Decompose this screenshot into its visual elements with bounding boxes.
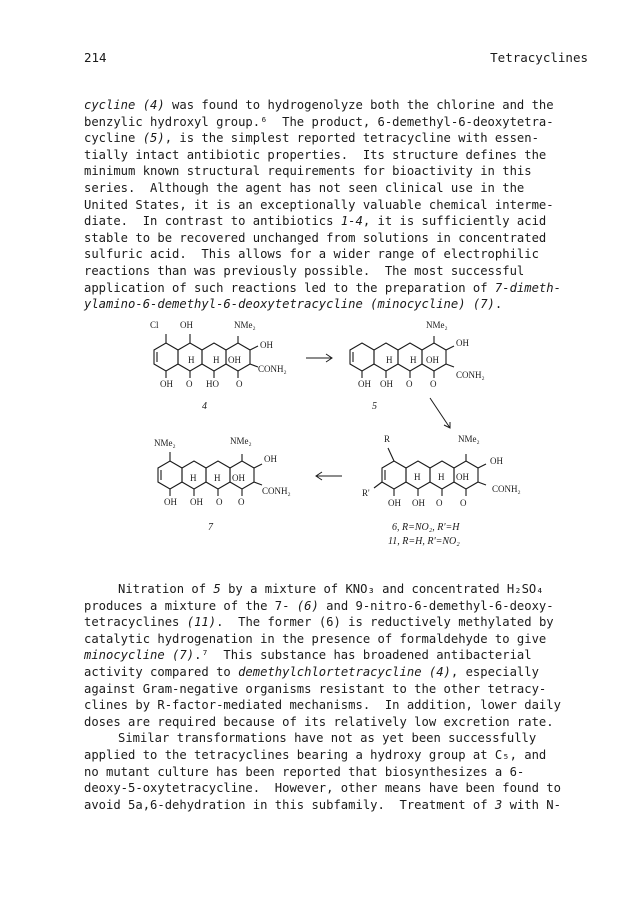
text-line [84, 730, 589, 747]
label-oh: OH [228, 355, 241, 365]
compound-number-11: 11, R=H, R'=NO₂ [388, 536, 460, 547]
text-line [84, 780, 589, 797]
compound-number-5: 5 [372, 401, 377, 412]
italic-segment: cycline (4) [84, 98, 165, 112]
label-oh: OH [380, 379, 393, 389]
text-segment: Similar transformations have not as yet been successfully [118, 731, 537, 746]
label-conh2: CONH₂ [456, 370, 485, 380]
compound-number-4: 4 [202, 401, 207, 412]
label-oh: OH [260, 340, 273, 350]
text-line [84, 697, 589, 714]
label-o: O [238, 497, 245, 507]
label-oh: OH [232, 473, 245, 483]
label-oh: OH [164, 497, 177, 507]
text-segment: series. Although the agent has not seen clinical use in the [84, 180, 525, 195]
text-segment: against Gram-negative organisms resistant to the other tetracy- [84, 681, 547, 696]
label-cl: Cl [150, 320, 159, 330]
label-oh: OH [456, 338, 469, 348]
text-segment: tetracyclines [84, 615, 187, 630]
label-o: O [406, 379, 413, 389]
page-number: 214 [84, 50, 107, 65]
text-segment: deoxy-5-oxytetracycline. However, other means have been found to [84, 781, 561, 796]
text-segment: doses are required because of its relatively low excretion rate. [84, 714, 554, 729]
text-line [84, 664, 589, 681]
text-segment: sulfuric acid. This allows for a wider range of electrophilic [84, 247, 539, 262]
text-segment: . [494, 297, 503, 312]
label-ho: HO [206, 379, 219, 389]
compound-number-7: 7 [208, 522, 213, 533]
text-line [84, 130, 589, 147]
text-line [84, 263, 589, 280]
compound-7-labels [154, 436, 291, 533]
label-oh: OH [388, 498, 401, 508]
label-h: H [214, 473, 221, 483]
label-oh: OH [426, 355, 439, 365]
label-oh: OH [456, 472, 469, 482]
text-line [84, 147, 589, 164]
italic-segment: 5 [213, 582, 221, 596]
text-segment: produces a mixture of the 7- [84, 598, 297, 613]
label-o: O [186, 379, 193, 389]
label-oh: OH [358, 379, 371, 389]
label-o: O [460, 498, 467, 508]
italic-segment: ylamino-6-demethyl-6-deoxytetracycline (minocycline) (7) [84, 297, 495, 312]
text-segment: no mutant culture has been reported that biosynthesizes a 6- [84, 764, 525, 779]
text-segment: avoid 5a,6-dehydration in this subfamily. Treatment of [84, 797, 495, 812]
label-oh: OH [412, 498, 425, 508]
text-line [84, 581, 589, 598]
text-line [84, 747, 589, 764]
paragraph-2 [84, 581, 589, 813]
paragraph-1 [84, 97, 589, 313]
text-segment: United States, it is an exceptionally valuable chemical interme- [84, 197, 554, 212]
label-h: H [386, 355, 393, 365]
text-segment: applied to the tetracyclines bearing a hydroxy group at C₅, and [84, 747, 547, 762]
italic-segment: (11) [186, 615, 217, 630]
label-oh: OH [490, 456, 503, 466]
text-line [84, 797, 589, 814]
text-segment: with N- [502, 797, 561, 812]
label-conh2: CONH₂ [258, 364, 287, 374]
label-nme2: NMe₂ [458, 434, 480, 444]
italic-segment: (5) [142, 131, 165, 146]
label-r: R [384, 434, 391, 444]
label-o: O [430, 379, 437, 389]
text-segment: reactions than was previously possible. The most successful [84, 263, 525, 278]
compound-6-structure [374, 448, 486, 496]
text-segment: , is the simplest reported tetracycline with essen- [164, 131, 539, 146]
text-line [84, 180, 589, 197]
text-line [84, 714, 589, 731]
text-line [84, 764, 589, 781]
text-segment: activity compared to [84, 664, 239, 679]
compound-4-labels [150, 320, 287, 412]
text-segment: application of such reactions led to the preparation of [84, 280, 495, 295]
text-line [84, 598, 589, 615]
text-line [84, 631, 589, 648]
text-segment: .⁷ This substance has broadened antibacterial [194, 648, 532, 663]
arrow-5-to-6 [430, 398, 450, 428]
compound-7-structure [158, 452, 262, 496]
text-line [84, 213, 589, 230]
text-segment: was found to hydrogenolyze both the chlorine and the [164, 98, 554, 112]
compound-4-structure [154, 334, 258, 378]
arrow-6-to-7 [316, 472, 342, 480]
text-segment: clines by R-factor-mediated mechanisms. In addition, lower daily [84, 698, 561, 713]
italic-segment: 7-dimeth- [494, 280, 561, 295]
text-line [84, 197, 589, 214]
italic-segment: demethylchlortetracycline (4) [238, 664, 451, 679]
arrow-4-to-5 [306, 354, 332, 362]
text-segment: and 9-nitro-6-demethyl-6-deoxy- [318, 598, 554, 613]
label-nme2: NMe₂ [154, 438, 176, 448]
reaction-scheme [110, 312, 550, 552]
text-line [84, 681, 589, 698]
label-nme2: NMe₂ [234, 320, 256, 330]
running-title: Tetracyclines [490, 50, 588, 65]
text-segment: Nitration of [118, 582, 214, 596]
label-o: O [216, 497, 223, 507]
text-line [84, 296, 589, 313]
label-o: O [236, 379, 243, 389]
label-h: H [438, 472, 445, 482]
text-segment: catalytic hydrogenation in the presence of formaldehyde to give [84, 631, 547, 646]
italic-segment: (6) [296, 598, 319, 613]
label-h: H [414, 472, 421, 482]
text-line [84, 614, 589, 631]
label-o: O [436, 498, 443, 508]
label-oh: OH [264, 454, 277, 464]
compound-number-6: 6, R=NO₂, R'=H [392, 522, 460, 533]
label-nme2: NMe₂ [426, 320, 448, 330]
text-line [84, 97, 589, 114]
text-line [84, 230, 589, 247]
text-segment: tially intact antibiotic properties. Its structure defines the [84, 147, 547, 162]
italic-segment: 1-4 [340, 214, 363, 229]
text-line [84, 280, 589, 297]
compound-6-labels [362, 434, 521, 547]
text-segment: cycline [84, 131, 143, 146]
text-segment: . The former (6) is reductively methylated by [216, 615, 554, 630]
label-h: H [190, 473, 197, 483]
text-segment: , it is sufficiently acid [362, 214, 547, 229]
text-line [84, 114, 589, 131]
text-segment: by a mixture of KNO₃ and concentrated H₂SO₄ [220, 582, 544, 596]
text-segment: diate. In contrast to antibiotics [84, 214, 341, 229]
label-oh: OH [160, 379, 173, 389]
text-line [84, 647, 589, 664]
text-segment: benzylic hydroxyl group.⁶ The product, 6-demethyl-6-deoxytetra- [84, 114, 554, 129]
text-line [84, 163, 589, 180]
label-oh: OH [180, 320, 193, 330]
label-h: H [213, 355, 220, 365]
label-h: H [188, 355, 195, 365]
text-line [84, 246, 589, 263]
label-conh2: CONH₂ [262, 486, 291, 496]
label-h: H [410, 355, 417, 365]
text-segment: minimum known structural requirements for bioactivity in this [84, 164, 532, 179]
label-nme2: NMe₂ [230, 436, 252, 446]
label-oh: OH [190, 497, 203, 507]
text-segment: , especially [450, 664, 539, 679]
text-segment: stable to be recovered unchanged from solutions in concentrated [84, 230, 547, 245]
italic-segment: minocycline (7) [84, 648, 195, 663]
label-r-prime: R' [362, 488, 370, 498]
italic-segment: 3 [494, 797, 503, 812]
label-conh2: CONH₂ [492, 484, 521, 494]
